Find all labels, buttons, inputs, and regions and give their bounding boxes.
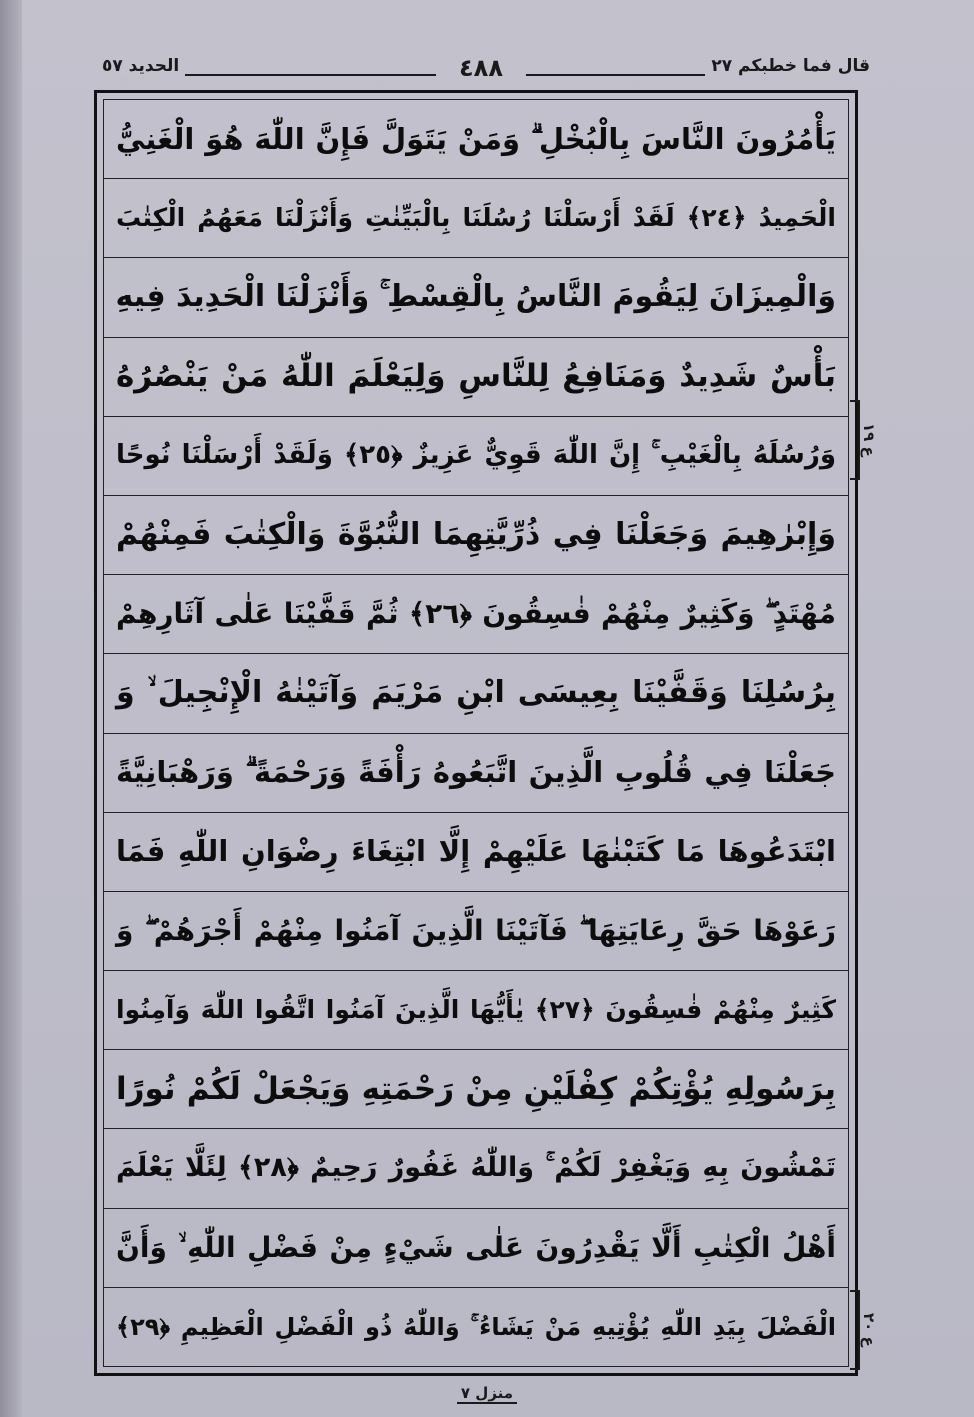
verse-line [104, 258, 848, 337]
verse-line [104, 1050, 848, 1129]
verse-line [104, 1129, 848, 1208]
verse-line-text: وَإِبْرٰهِيمَ وَجَعَلْنَا فِي ذُرِّيَّتِهِمَا النُّبُوَّةَ وَالْكِتٰبَ فَمِنْهُمْ [116, 517, 836, 553]
verse-line-text: بِرَسُولِهِ يُؤْتِكُمْ كِفْلَيْنِ مِنْ رَحْمَتِهِ وَيَجْعَلْ لَكُمْ نُورًا [116, 1070, 836, 1107]
page-number: ٤٨٨ [436, 54, 526, 82]
verse-line-text: الْفَضْلَ بِيَدِ اللّٰهِ يُؤْتِيهِ مَنْ يَشَاءُ ۚ وَاللّٰهُ ذُو الْفَضْلِ الْعَظِيمِ ﴿٢٩﴾ [116, 1312, 836, 1341]
text-frame [94, 90, 858, 1376]
verse-line-text: رَعَوْهَا حَقَّ رِعَايَتِهَا ۖ فَآتَيْنَا الَّذِينَ آمَنُوا مِنْهُمْ أَجْرَهُمْ ۖ وَ [116, 914, 836, 948]
surah-name: الحديد ٥٧ [96, 56, 185, 76]
verse-line-text: جَعَلْنَا فِي قُلُوبِ الَّذِينَ اتَّبَعُوهُ رَأْفَةً وَرَحْمَةً ۗ وَرَهْبَانِيَّةً [116, 755, 836, 790]
verse-line [104, 338, 848, 417]
page-footer [0, 1384, 974, 1404]
verse-line-text: بَأْسٌ شَدِيدٌ وَمَنَافِعُ لِلنَّاسِ وَلِيَعْلَمَ اللّٰهُ مَنْ يَنْصُرُهُ [116, 358, 836, 395]
juz-name: قال فما خطبكم ٢٧ [705, 56, 876, 76]
verse-line-text: وَالْمِيزَانَ لِيَقُومَ النَّاسُ بِالْقِسْطِ ۚ وَأَنْزَلْنَا الْحَدِيدَ فِيهِ [115, 279, 836, 315]
verse-line [104, 971, 848, 1050]
verse-lines [104, 100, 848, 1366]
verse-line-text: ابْتَدَعُوهَا مَا كَتَبْنٰهَا عَلَيْهِمْ إِلَّا ابْتِغَاءَ رِضْوَانِ اللّٰهِ فَمَا [116, 834, 836, 869]
verse-line [104, 892, 848, 971]
verse-line [104, 654, 848, 733]
verse-line [104, 1288, 848, 1366]
verse-line [104, 496, 848, 575]
text-frame-inner [103, 99, 849, 1367]
page-header [96, 54, 876, 94]
verse-line-text: أَهْلُ الْكِتٰبِ أَلَّا يَقْدِرُونَ عَلٰى شَيْءٍ مِنْ فَضْلِ اللّٰهِ ۙ وَأَنَّ [116, 1230, 836, 1264]
verse-line-text: مُهْتَدٍ ۖ وَكَثِيرٌ مِنْهُمْ فٰسِقُونَ ﴿٢٦﴾ ثُمَّ قَفَّيْنَا عَلٰى آثَارِهِمْ [116, 597, 836, 631]
verse-line-text: يَأْمُرُونَ النَّاسَ بِالْبُخْلِ ۗ وَمَنْ يَتَوَلَّ فَإِنَّ اللّٰهَ هُوَ الْغَنِيُّ [116, 121, 836, 156]
ruku-marker: ع ١٩ [860, 423, 878, 457]
book-spine-shadow [0, 0, 22, 1417]
verse-line [104, 575, 848, 654]
verse-line [104, 179, 848, 258]
verse-line-text: تَمْشُونَ بِهِ وَيَغْفِرْ لَكُمْ ۚ وَاللّٰهُ غَفُورٌ رَحِيمٌ ﴿٢٨﴾ لِئَلَّا يَعْلَمَ [116, 1152, 836, 1184]
manzil-label: منزل ٧ [457, 1384, 517, 1404]
verse-line [104, 100, 848, 179]
verse-line-text: بِرُسُلِنَا وَقَفَّيْنَا بِعِيسَى ابْنِ مَرْيَمَ وَآتَيْنٰهُ الْإِنْجِيلَ ۙ وَ [116, 675, 836, 711]
verse-line [104, 813, 848, 892]
verse-line-text: كَثِيرٌ مِنْهُمْ فٰسِقُونَ ﴿٢٧﴾ يٰأَيُّهَا الَّذِينَ آمَنُوا اتَّقُوا اللّٰهَ وَآمِنُوا [116, 995, 836, 1025]
verse-line-text: وَرُسُلَهُ بِالْغَيْبِ ۚ إِنَّ اللّٰهَ قَوِيٌّ عَزِيزٌ ﴿٢٥﴾ وَلَقَدْ أَرْسَلْنَا نُوحًا [116, 440, 836, 471]
ruku-marker: ع ٢٠ [860, 1313, 878, 1347]
verse-line-text: الْحَمِيدُ ﴿٢٤﴾ لَقَدْ أَرْسَلْنَا رُسُلَنَا بِالْبَيِّنٰتِ وَأَنْزَلْنَا مَعَهُمُ الْكِتٰبَ [116, 203, 836, 233]
verse-line [104, 417, 848, 496]
verse-line [104, 1209, 848, 1288]
verse-line [104, 734, 848, 813]
